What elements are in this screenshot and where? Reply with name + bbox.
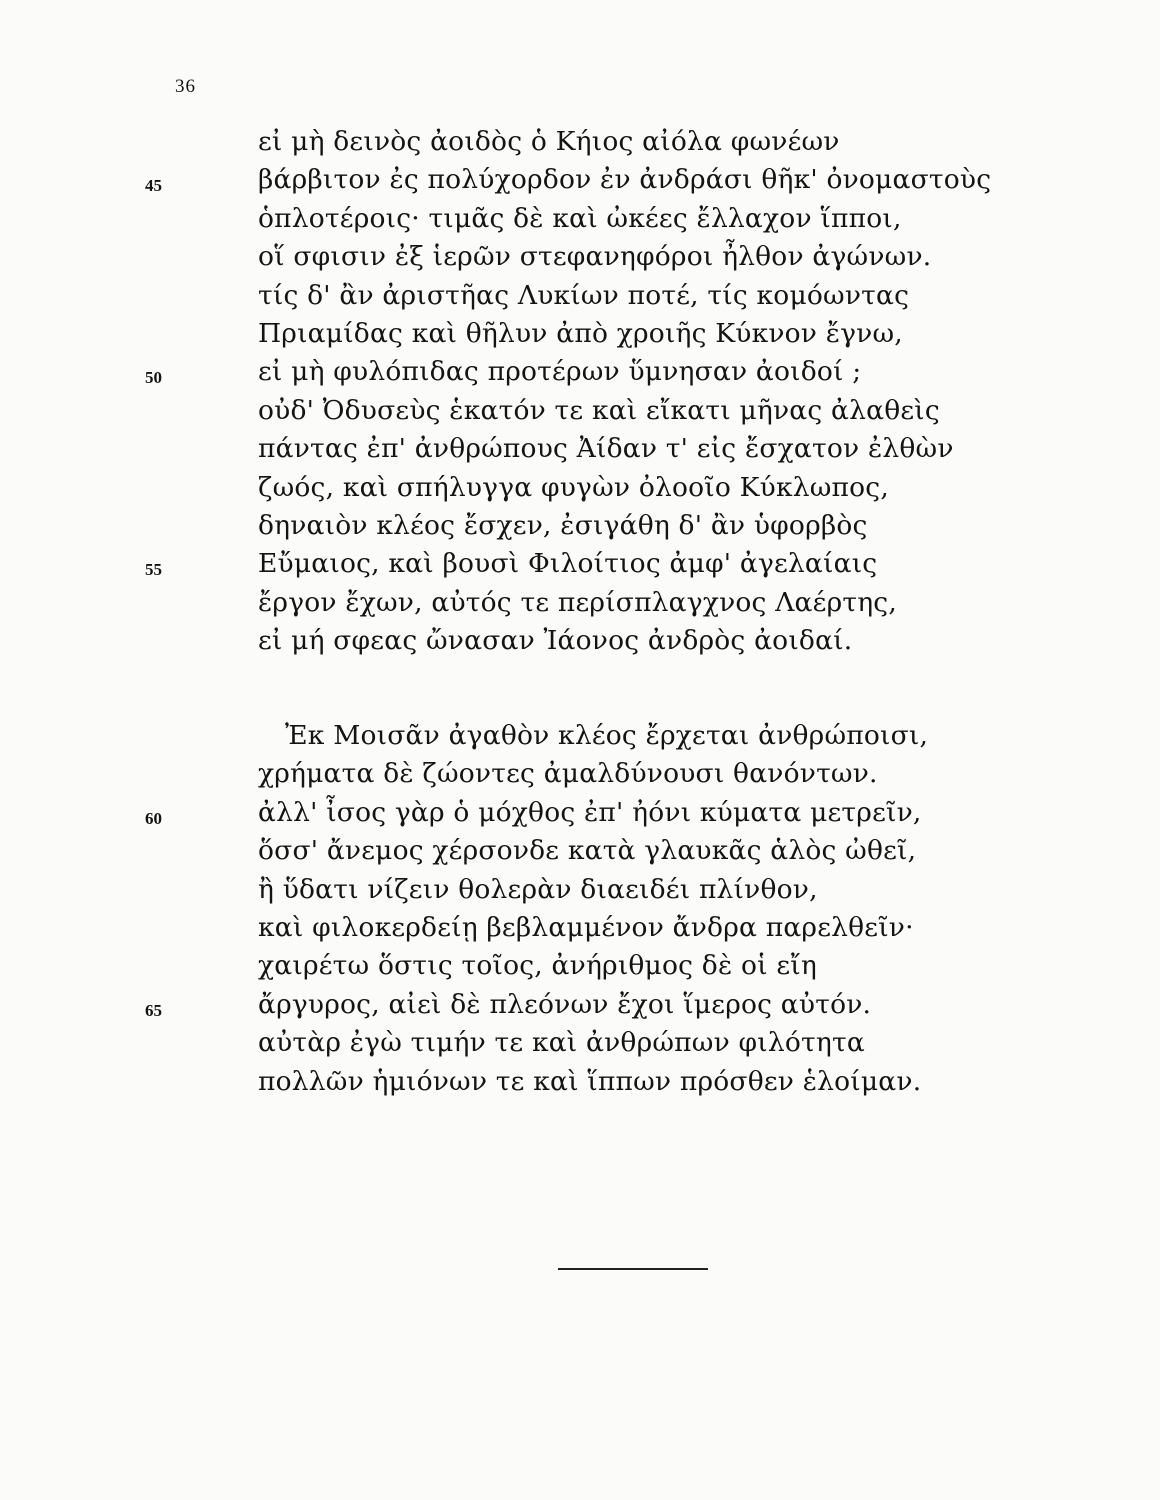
verse-line <box>0 1027 1160 1067</box>
verse-line <box>0 758 1160 798</box>
verse-text: ὁπλοτέροις· τιμᾶς δὲ καὶ ὠκέες ἔλλαχον ἵπποι, <box>258 203 902 234</box>
verse-text: χρήματα δὲ ζώοντες ἀμαλδύνουσι θανόντων. <box>258 758 878 789</box>
verse-line <box>0 587 1160 627</box>
verse-text: Πριαμίδας καὶ θῆλυν ἀπὸ χροιῆς Κύκνον ἔγνω, <box>258 318 903 349</box>
verse-line <box>0 950 1160 990</box>
verse-line <box>0 318 1160 358</box>
verse-line <box>0 356 1160 396</box>
verse-text: εἰ μή σφεας ὤνασαν Ἰάονος ἀνδρὸς ἀοιδαί. <box>258 625 853 656</box>
verse-text: χαιρέτω ὅστις τοῖος, ἀνήριθμος δὲ οἱ εἴη <box>258 950 817 981</box>
verse-line <box>0 874 1160 914</box>
verse-text: Εὔμαιος, καὶ βουσὶ Φιλοίτιος ἀμφ' ἀγελαίαις <box>258 548 878 579</box>
line-number: 60 <box>145 809 162 828</box>
verse-line <box>0 510 1160 550</box>
verse-text: πολλῶν ἡμιόνων τε καὶ ἵππων πρόσθεν ἑλοίμαν. <box>258 1066 922 1097</box>
verse-text: πάντας ἐπ' ἀνθρώπους Ἀίδαν τ' εἰς ἔσχατον ἐλθὼν <box>258 433 954 464</box>
verse-line <box>0 912 1160 952</box>
verse-text: ὅσσ' ἄνεμος χέρσονδε κατὰ γλαυκᾶς ἁλὸς ὠθεῖ, <box>258 835 917 866</box>
verse-text: εἰ μὴ φυλόπιδας προτέρων ὕμνησαν ἀοιδοί ; <box>258 356 862 387</box>
verse-text: αὐτὰρ ἐγὼ τιμήν τε καὶ ἀνθρώπων φιλότητα <box>258 1027 865 1058</box>
verse-line <box>0 280 1160 320</box>
verse-text: τίς δ' ἂν ἀριστῆας Λυκίων ποτέ, τίς κομόωντας <box>258 280 910 311</box>
verse-line <box>0 164 1160 204</box>
verse-line <box>0 241 1160 281</box>
line-number: 55 <box>145 560 162 579</box>
verse-text: ἔργον ἔχων, αὐτός τε περίσπλαγχνος Λαέρτης, <box>258 587 897 618</box>
verse-line <box>0 126 1160 166</box>
verse-text: εἰ μὴ δεινὸς ἀοιδὸς ὁ Κήιος αἰόλα φωνέων <box>258 126 840 157</box>
verse-line <box>0 720 1160 760</box>
verse-text: ἢ ὕδατι νίζειν θολερὰν διαειδέι πλίνθον, <box>258 874 818 905</box>
verse-line <box>0 835 1160 875</box>
line-number: 45 <box>145 176 162 195</box>
page-number: 36 <box>175 76 196 97</box>
verse-text: ζωός, καὶ σπήλυγγα φυγὼν ὀλοοῖο Κύκλωπος, <box>258 472 889 503</box>
verse-line <box>0 797 1160 837</box>
verse-text: δηναιὸν κλέος ἔσχεν, ἐσιγάθη δ' ἂν ὑφορβὸς <box>258 510 868 541</box>
verse-line <box>0 395 1160 435</box>
verse-text: ἄργυρος, αἰεὶ δὲ πλεόνων ἔχοι ἵμερος αὐτόν. <box>258 989 872 1020</box>
verse-line <box>0 548 1160 588</box>
verse-line <box>0 625 1160 665</box>
verse-line <box>0 203 1160 243</box>
line-number: 50 <box>145 368 162 387</box>
verse-text: καὶ φιλοκερδείῃ βεβλαμμένον ἄνδρα παρελθεῖν· <box>258 912 914 943</box>
verse-line <box>0 1066 1160 1106</box>
verse-text: ἀλλ' ἶσος γὰρ ὁ μόχθος ἐπ' ἠόνι κύματα μετρεῖν, <box>258 797 922 828</box>
verse-text: οὐδ' Ὀδυσεὺς ἑκατόν τε καὶ εἴκατι μῆνας ἀλαθεὶς <box>258 395 940 426</box>
section-divider-rule <box>558 1268 708 1270</box>
verse-line <box>0 433 1160 473</box>
verse-text: βάρβιτον ἐς πολύχορδον ἐν ἀνδράσι θῆκ' ὀνομαστοὺς <box>258 164 992 195</box>
verse-line <box>0 989 1160 1029</box>
line-number: 65 <box>145 1001 162 1020</box>
verse-line <box>0 472 1160 512</box>
verse-text: οἵ σφισιν ἐξ ἱερῶν στεφανηφόροι ἦλθον ἀγώνων. <box>258 241 932 272</box>
verse-text: Ἐκ Μοισᾶν ἀγαθὸν κλέος ἔρχεται ἀνθρώποισι, <box>285 720 929 751</box>
